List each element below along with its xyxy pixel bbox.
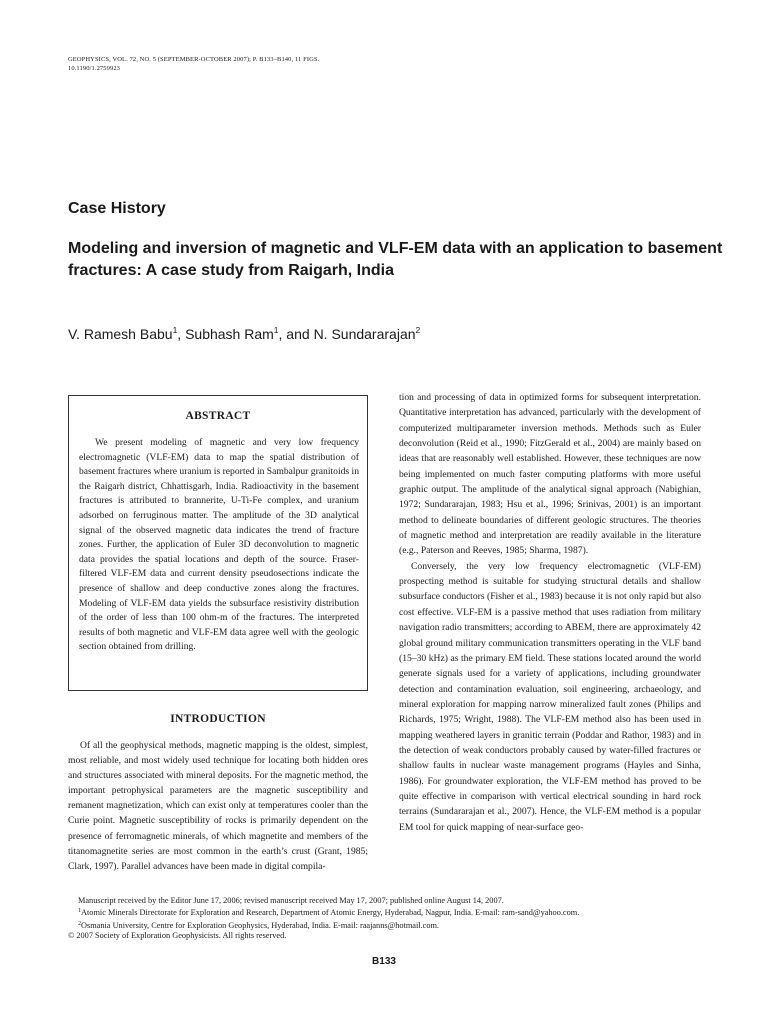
- copyright-note: © 2007 Society of Exploration Geophysicists. All rights reserved.: [68, 931, 287, 941]
- affiliation-note: [68, 906, 708, 918]
- abstract-text: We present modeling of magnetic and very low frequency electromagnetic (VLF-EM) data to map the spatial distribution of basement fractures where uranium is reported in Sambalpur granitoids in the Raigarh district, Chhattisgarh, India. Radioactivity in the basement fractures is attributed to brannerite, U-Ti-Fe complex, and uranium adsorbed on ferruginous matter. The amplitude of the 3D analytical signal of the observed magnetic data indicates the trend of fracture zones. Further, the application of Euler 3D deconvolution to magnetic data provides the spatial locations and depth of the source. Fraser-filtered VLF-EM data and current density pseudosections indicate the presence of shallow and deep conductive zones along the fractures. Modeling of VLF-EM data yields the subsurface resistivity distribution of the order of less than 100 ohm-m of the fractures. The interpreted results of both magnetic and VLF-EM data agree well with the geologic section obtained from drilling.: [79, 437, 359, 653]
- author-name: V. Ramesh Babu: [68, 326, 173, 342]
- affiliation-text: Osmania University, Centre for Exploration Geophysics, Hyderabad, India. E-mail: raajanns@hotmail.com.: [81, 920, 440, 930]
- manuscript-received-note: Manuscript received by the Editor June 17, 2006; revised manuscript received May 17, 2007; published online August 14, 2007.: [78, 896, 504, 905]
- affiliation-mark: 1: [172, 325, 178, 335]
- affiliation-note: [68, 919, 708, 931]
- introduction-paragraph: Of all the geophysical methods, magnetic mapping is the oldest, simplest, most reliable, and most widely used technique for locating both hidden ores and structures associated with mineral deposits. For the magnetic method, the important petrophysical parameters are the magnetic susceptibility and remanent magnetization, which can exist only at temperatures cooler than the Curie point. Magnetic susceptibility of rocks is primarily dependent on the presence of ferromagnetic minerals, of which magnetite and members of the titanomagnetite series are most common in the earth’s crust (Grant, 1985; Clark, 1997). Parallel advances have been made in digital compila-: [68, 740, 368, 872]
- introduction-paragraph-continued: tion and processing of data in optimized forms for subsequent interpretation. Quantitative interpretation has advanced, particularly with the development of computerized multiparameter inversion methods. Methods such as Euler deconvolution (Reid et al., 1990; FitzGerald et al., 2004) are mainly based on ideas that are reasonably well established. However, these techniques are now being implemented on much faster computing platforms with more useful graphic output. The amplitude of the analytical signal approach (Nabighian, 1972; Sundararajan, 1983; Hsu et al., 1996; Srinivas, 2001) is an important method to delineate boundaries of different geologic structures. The theories of magnetic method and interpretation are readily available in the literature (e.g., Paterson and Reeves, 1985; Sharma, 1987).: [399, 392, 701, 557]
- footnotes: [68, 896, 708, 942]
- section-label: Case History: [68, 200, 166, 217]
- affiliation-mark: 1: [78, 908, 81, 915]
- affiliation-mark: 1: [273, 325, 279, 335]
- introduction-paragraph: Conversely, the very low frequency electromagnetic (VLF-EM) prospecting method is suitable for studying structural details and shallow subsurface conductors (Fisher et al., 1983) because it is not only rapid but also cost effective. VLF-EM is a passive method that uses radiation from military navigation radio transmitters; according to ABEM, there are approximately 42 global ground military communication transmitters operating in the VLF band (15–30 kHz) as the primary EM field. These stations located around the world generate signals used for a variety of applications, including groundwater detection and contamination evaluation, soil engineering, archaeology, and mineral exploration for mapping narrow mineralized fault zones (Philips and Richards, 1975; Wright, 1988). The VLF-EM method also has been used in mapping weathered layers in granitic terrain (Poddar and Rathor, 1983) and in the detection of weak conductors probably caused by water-filled fractures or shallow faults in nuclear waste management programs (Hayles and Sinha, 1986). For groundwater exploration, the VLF-EM method has proved to be quite effective in comparison with vertical electrical sounding in hard rock terrains (Sundararajan et al., 2007). Hence, the VLF-EM method is a popular EM tool for quick mapping of near-surface geo-: [399, 560, 701, 833]
- affiliation-mark: 2: [78, 920, 81, 927]
- author-list: [68, 325, 420, 342]
- affiliation-mark: 2: [415, 325, 421, 335]
- right-column: [399, 390, 701, 835]
- journal-citation-line: GEOPHYSICS, VOL. 72, NO. 5 (SEPTEMBER-OCTOBER 2007); P. B133–B140, 11 FIGS.: [68, 56, 320, 63]
- affiliation-text: Atomic Minerals Directorate for Exploration and Research, Department of Atomic Energy, Hyderabad, Nagpur, India. E-mail: ram-sand@yahoo.com.: [81, 908, 580, 918]
- introduction-heading: INTRODUCTION: [170, 713, 266, 725]
- author-name: Subhash Ram: [185, 326, 274, 342]
- author-separator: , and: [278, 326, 314, 342]
- paper-title: Modeling and inversion of magnetic and VLF-EM data with an application to basement fractures: A case study from Raigarh, India: [68, 240, 723, 279]
- abstract-box: [68, 395, 368, 691]
- page-number: B133: [372, 956, 396, 967]
- doi-line: 10.1190/1.2759923: [68, 65, 121, 72]
- author-name: N. Sundararajan: [313, 326, 416, 342]
- author-separator: ,: [177, 326, 186, 342]
- abstract-heading: ABSTRACT: [185, 410, 251, 422]
- journal-citation: [68, 55, 468, 73]
